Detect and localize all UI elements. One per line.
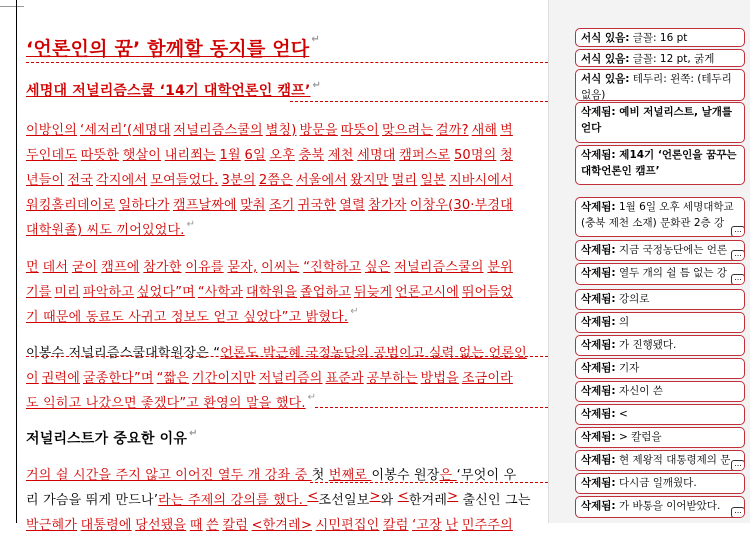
change-leader-line xyxy=(290,101,548,102)
revision-text: 자신이 쓴 xyxy=(615,385,663,397)
revision-type-label: 삭제됨: xyxy=(581,293,616,305)
inserted-text: 벽 xyxy=(500,123,513,138)
inserted-text: 세명대 저널리즘스쿨 ‘14기 대학언론인 캠프’ xyxy=(26,83,311,99)
revision-type-label: 서식 있음: xyxy=(581,53,630,65)
inserted-text: “진학하고 xyxy=(303,260,362,275)
text-line[interactable] xyxy=(26,34,513,61)
inserted-text: 방문을 xyxy=(299,123,338,138)
inserted-text: 별칭) xyxy=(265,123,297,138)
inserted-text: > xyxy=(447,489,459,504)
inserted-text: 귀국한 xyxy=(297,198,337,213)
paragraph-mark-icon: ↵ xyxy=(311,34,320,45)
inserted-text: 기간이지만 xyxy=(191,371,256,386)
inserted-text: 참가한 xyxy=(143,260,182,275)
more-button[interactable]: ... xyxy=(731,274,745,285)
inserted-text: 조기 xyxy=(268,198,295,213)
inserted-text: 라는 주제의 강의를 했다. xyxy=(158,493,308,508)
inserted-text: 칼럼 xyxy=(222,518,249,533)
inserted-text: 굴종한다”며 xyxy=(82,371,154,386)
inserted-text: 일하다가 xyxy=(118,198,170,213)
revision-text: 지금 국정농단에는 언론 xyxy=(615,244,728,256)
inserted-text: 묻자, xyxy=(227,260,258,275)
inserted-text: 왔지만 xyxy=(350,173,389,188)
inserted-text: 충북 xyxy=(298,148,325,163)
inserted-text: 년들이 xyxy=(26,173,65,188)
inserted-text: > xyxy=(369,489,381,504)
revision-balloon[interactable] xyxy=(575,358,745,379)
inserted-text: 기를 xyxy=(26,285,52,300)
text-line[interactable] xyxy=(26,392,513,411)
revision-balloon[interactable] xyxy=(575,496,745,518)
left-border-line xyxy=(16,0,17,523)
inserted-text: 도 익히고 나갔으면 좋겠다”고 환영의 말을 했다. xyxy=(26,396,306,411)
inserted-text: 굳이 xyxy=(71,260,98,275)
inserted-text: 열렬 xyxy=(339,198,365,213)
paragraph-mark-icon: ↵ xyxy=(189,428,198,439)
revision-text: 가 진행됐다. xyxy=(615,339,677,351)
change-leader-line xyxy=(310,482,548,483)
more-button[interactable]: ... xyxy=(731,507,745,518)
inserted-text: < xyxy=(307,489,319,504)
change-leader-line xyxy=(26,356,548,357)
inserted-text: 서울에서 xyxy=(296,173,348,188)
inserted-text: 박근혜가 xyxy=(26,518,78,533)
text-run: 리 가슴을 뛰게 만드나’ xyxy=(26,493,159,508)
inserted-text: 대통령에 xyxy=(80,518,132,533)
inserted-text: 데서 xyxy=(42,260,69,275)
text-line[interactable] xyxy=(26,514,513,533)
revision-text: 1월 6일 오후 세명대학교 (충북 제천 소재) 문화관 2층 강 xyxy=(581,201,734,229)
inserted-text: 민주주의 xyxy=(461,518,513,533)
inserted-text: “짧은 xyxy=(156,371,190,386)
revision-balloon[interactable] xyxy=(575,473,745,494)
inserted-text: 멀리 xyxy=(391,173,418,188)
revision-balloon[interactable] xyxy=(575,404,745,425)
inserted-text: 걸까? xyxy=(436,123,469,138)
revision-text: 제14기 ‘언론인을 꿈꾸는 대학언론인 캠프’ xyxy=(581,149,737,177)
change-leader-line xyxy=(26,62,548,63)
revision-type-label: 삭제됨: xyxy=(581,385,616,397)
inserted-text: 각지에서 xyxy=(96,173,148,188)
revision-type-label: 삭제됨: xyxy=(581,500,616,512)
inserted-text: 파악하고 xyxy=(82,285,134,300)
inserted-text: 때 xyxy=(189,518,203,533)
revision-text: 기자 xyxy=(615,362,640,374)
revision-type-label: 서식 있음: xyxy=(581,73,630,85)
inserted-text: 칼럼 xyxy=(382,518,409,533)
inserted-text: 은 xyxy=(439,468,457,483)
inserted-text: 1월 xyxy=(219,148,241,163)
inserted-text: 맞춰 xyxy=(240,198,266,213)
inserted-text: 뛰어들었 xyxy=(461,285,513,300)
inserted-text: 공부하는 xyxy=(366,371,418,386)
inserted-text: 청 xyxy=(500,148,513,163)
revision-text: 강의로 xyxy=(615,293,650,305)
inserted-text: 참가자 xyxy=(368,198,407,213)
revision-balloon[interactable] xyxy=(575,197,745,237)
revision-text: > 칼럼을 xyxy=(615,431,662,443)
inserted-text: 제천 xyxy=(327,148,354,163)
text-line[interactable] xyxy=(26,342,527,361)
inserted-text: 언론도 박근혜 국정농단의 공범이고 실력 없는 언론인 xyxy=(220,346,527,361)
text-line[interactable] xyxy=(26,194,513,213)
revision-text: 의 xyxy=(615,316,630,328)
inserted-text: ‘언론인의 꿈’ 함께할 동지를 얻다 xyxy=(26,38,310,60)
paragraph-mark-icon: ↵ xyxy=(350,306,359,317)
text-run: 한겨레 xyxy=(408,493,448,508)
inserted-text: 저널리즘스쿨의 xyxy=(173,123,263,138)
inserted-text: 언론고시에 xyxy=(395,285,459,300)
revision-balloon[interactable] xyxy=(575,102,745,143)
inserted-text: 오후 xyxy=(269,148,295,163)
inserted-text: 새해 xyxy=(471,123,498,138)
inserted-text: 3분의 xyxy=(221,173,256,188)
inserted-text: 권력에 xyxy=(41,371,80,386)
text-line[interactable] xyxy=(26,144,513,163)
inserted-text: 거의 쉴 시간을 주지 않고 이어진 열두 개 강좌 중 xyxy=(26,468,312,483)
revision-text: 예비 저널리스트, 날개를 얻다 xyxy=(581,106,733,134)
revision-balloon[interactable] xyxy=(575,263,745,285)
paragraph-mark-icon: ↵ xyxy=(312,80,322,91)
inserted-text: < xyxy=(397,489,409,504)
inserted-text: 일본 xyxy=(420,173,446,188)
text-line[interactable] xyxy=(26,489,531,508)
inserted-text: 시민편집인 xyxy=(315,518,380,533)
inserted-text: 이 xyxy=(26,371,39,386)
text-line[interactable] xyxy=(26,219,513,238)
revision-type-label: 삭제됨: xyxy=(581,339,616,351)
revision-type-label: 삭제됨: xyxy=(581,267,616,279)
inserted-text: 2쯤은 xyxy=(258,173,293,188)
paragraph-mark-icon: ↵ xyxy=(186,219,196,230)
inserted-text: 저널리즘스쿨의 xyxy=(394,260,484,275)
revision-balloon[interactable] xyxy=(575,312,745,333)
revision-text: 글꼴: 12 pt, 굵게 xyxy=(629,53,715,65)
inserted-text: 6일 xyxy=(244,148,266,163)
text-run: 저널리스트가 중요한 이유 xyxy=(26,431,188,447)
inserted-text: 이씨는 xyxy=(261,260,300,275)
inserted-text: 졸업하고 xyxy=(299,285,352,300)
inserted-text: 내리쬐는 xyxy=(164,148,216,163)
text-run: 와 xyxy=(380,493,398,508)
more-button[interactable]: ... xyxy=(731,226,745,237)
inserted-text: 햇살이 xyxy=(122,148,162,163)
inserted-text: 맞으려는 xyxy=(382,123,434,138)
inserted-text: 이방인의 xyxy=(26,123,78,138)
inserted-text: 전국 xyxy=(67,173,93,188)
inserted-text: 대학원을 xyxy=(245,285,298,300)
revision-type-label: 삭제됨: xyxy=(581,477,616,489)
inserted-text: 캠프날짜에 xyxy=(172,198,237,213)
text-line[interactable] xyxy=(26,306,513,325)
inserted-text: 당선됐을 xyxy=(135,518,187,533)
revision-balloon[interactable] xyxy=(575,240,745,261)
text-run: 이봉수 저널리즘스쿨대학원장은 “ xyxy=(26,346,221,361)
change-leader-line xyxy=(315,407,548,408)
inserted-text: 캠프에 xyxy=(101,260,140,275)
paragraph-mark-icon: ↵ xyxy=(307,392,317,403)
margin-corner-mark xyxy=(0,6,24,7)
revision-type-label: 삭제됨: xyxy=(581,106,616,118)
more-button[interactable]: ... xyxy=(731,460,745,471)
inserted-text: 지바시에서 xyxy=(449,173,513,188)
inserted-text: 난 xyxy=(445,518,459,533)
revision-balloon[interactable] xyxy=(575,145,745,185)
inserted-text: 싶었다”며 xyxy=(136,285,195,300)
inserted-text: 뒤늦게 xyxy=(353,285,393,300)
revision-type-label: 삭제됨: xyxy=(581,408,616,420)
inserted-text: 저널리즘의 xyxy=(258,371,323,386)
revision-type-label: 삭제됨: xyxy=(581,454,616,466)
revision-balloon[interactable] xyxy=(575,49,745,67)
text-run: 조선일보 xyxy=(318,493,370,508)
revision-type-label: 삭제됨: xyxy=(581,362,616,374)
inserted-text: 분위 xyxy=(487,260,513,275)
revision-type-label: 삭제됨: xyxy=(581,149,616,161)
revision-balloon[interactable] xyxy=(575,69,745,101)
inserted-text: 이유를 xyxy=(185,260,224,275)
inserted-text: <한겨레> xyxy=(251,518,313,533)
text-run: 이봉수 원장 xyxy=(371,468,440,483)
revision-balloon[interactable] xyxy=(575,28,745,47)
inserted-text: 대학원졸) 씨도 끼어있었다. xyxy=(26,223,185,238)
revision-text: 열두 개의 쉴 틈 없는 강 xyxy=(615,267,727,279)
revision-type-label: 삭제됨: xyxy=(581,244,616,256)
text-run: 출신인 그는 xyxy=(458,493,531,508)
revision-text: 글꼴: 16 pt xyxy=(629,32,688,44)
inserted-text: ‘고장 xyxy=(412,518,442,533)
inserted-text: 쓴 xyxy=(206,518,219,533)
inserted-text: “사학과 xyxy=(197,285,244,300)
inserted-text: 이창우(30·부경대 xyxy=(409,198,513,213)
inserted-text: 50명의 xyxy=(453,148,497,163)
text-line[interactable] xyxy=(26,428,513,448)
inserted-text: 캠퍼스로 xyxy=(399,148,451,163)
revision-type-label: 서식 있음: xyxy=(581,32,630,44)
revision-text: 다시금 일깨웠다. xyxy=(615,477,697,489)
more-button[interactable]: ... xyxy=(731,250,745,261)
text-line[interactable] xyxy=(26,256,513,275)
revision-balloon[interactable] xyxy=(575,381,745,402)
inserted-text: 조금이라 xyxy=(461,371,513,386)
inserted-text: 따뜻한 xyxy=(80,148,120,163)
inserted-text: 번째로 xyxy=(328,468,372,483)
revision-type-label: 삭제됨: xyxy=(581,316,616,328)
text-run: ‘무엇이 우 xyxy=(456,468,517,483)
revision-text: 현 제왕적 대통령제의 문 xyxy=(615,454,731,466)
revision-type-label: 삭제됨: xyxy=(581,201,616,213)
inserted-text: 방법을 xyxy=(420,371,459,386)
revision-balloon[interactable] xyxy=(575,335,745,356)
revision-type-label: 삭제됨: xyxy=(581,431,616,443)
revision-balloon[interactable] xyxy=(575,427,745,448)
revision-text: 테두리: 왼쪽: (테두리 없음) xyxy=(581,73,732,101)
inserted-text: 워킹홀리데이로 xyxy=(26,198,116,213)
inserted-text: 따뜻이 xyxy=(340,123,380,138)
inserted-text: 모여들었다. xyxy=(150,173,219,188)
text-run: 첫 xyxy=(311,468,329,483)
inserted-text: 싶은 xyxy=(364,260,391,275)
inserted-text: 표준과 xyxy=(325,371,364,386)
text-line[interactable] xyxy=(26,367,513,386)
text-line[interactable] xyxy=(26,281,513,300)
inserted-text: ‘세저리’(세명대 xyxy=(80,123,171,138)
inserted-text: 기 때문에 동료도 사귀고 정보도 얻고 싶었다”고 밝혔다. xyxy=(26,310,349,325)
text-line[interactable] xyxy=(26,464,517,483)
revision-text: 가 바통을 이어받았다. xyxy=(615,500,721,512)
inserted-text: 두인데도 xyxy=(26,148,78,163)
revision-balloon[interactable] xyxy=(575,289,745,310)
inserted-text: 먼 xyxy=(26,260,39,275)
inserted-text: 미리 xyxy=(54,285,80,300)
text-line[interactable] xyxy=(26,169,513,188)
text-line[interactable] xyxy=(26,119,513,138)
revision-balloon[interactable] xyxy=(575,450,745,471)
inserted-text: 세명대 xyxy=(357,148,396,163)
text-line[interactable] xyxy=(26,80,513,100)
revision-text: < xyxy=(615,408,628,420)
